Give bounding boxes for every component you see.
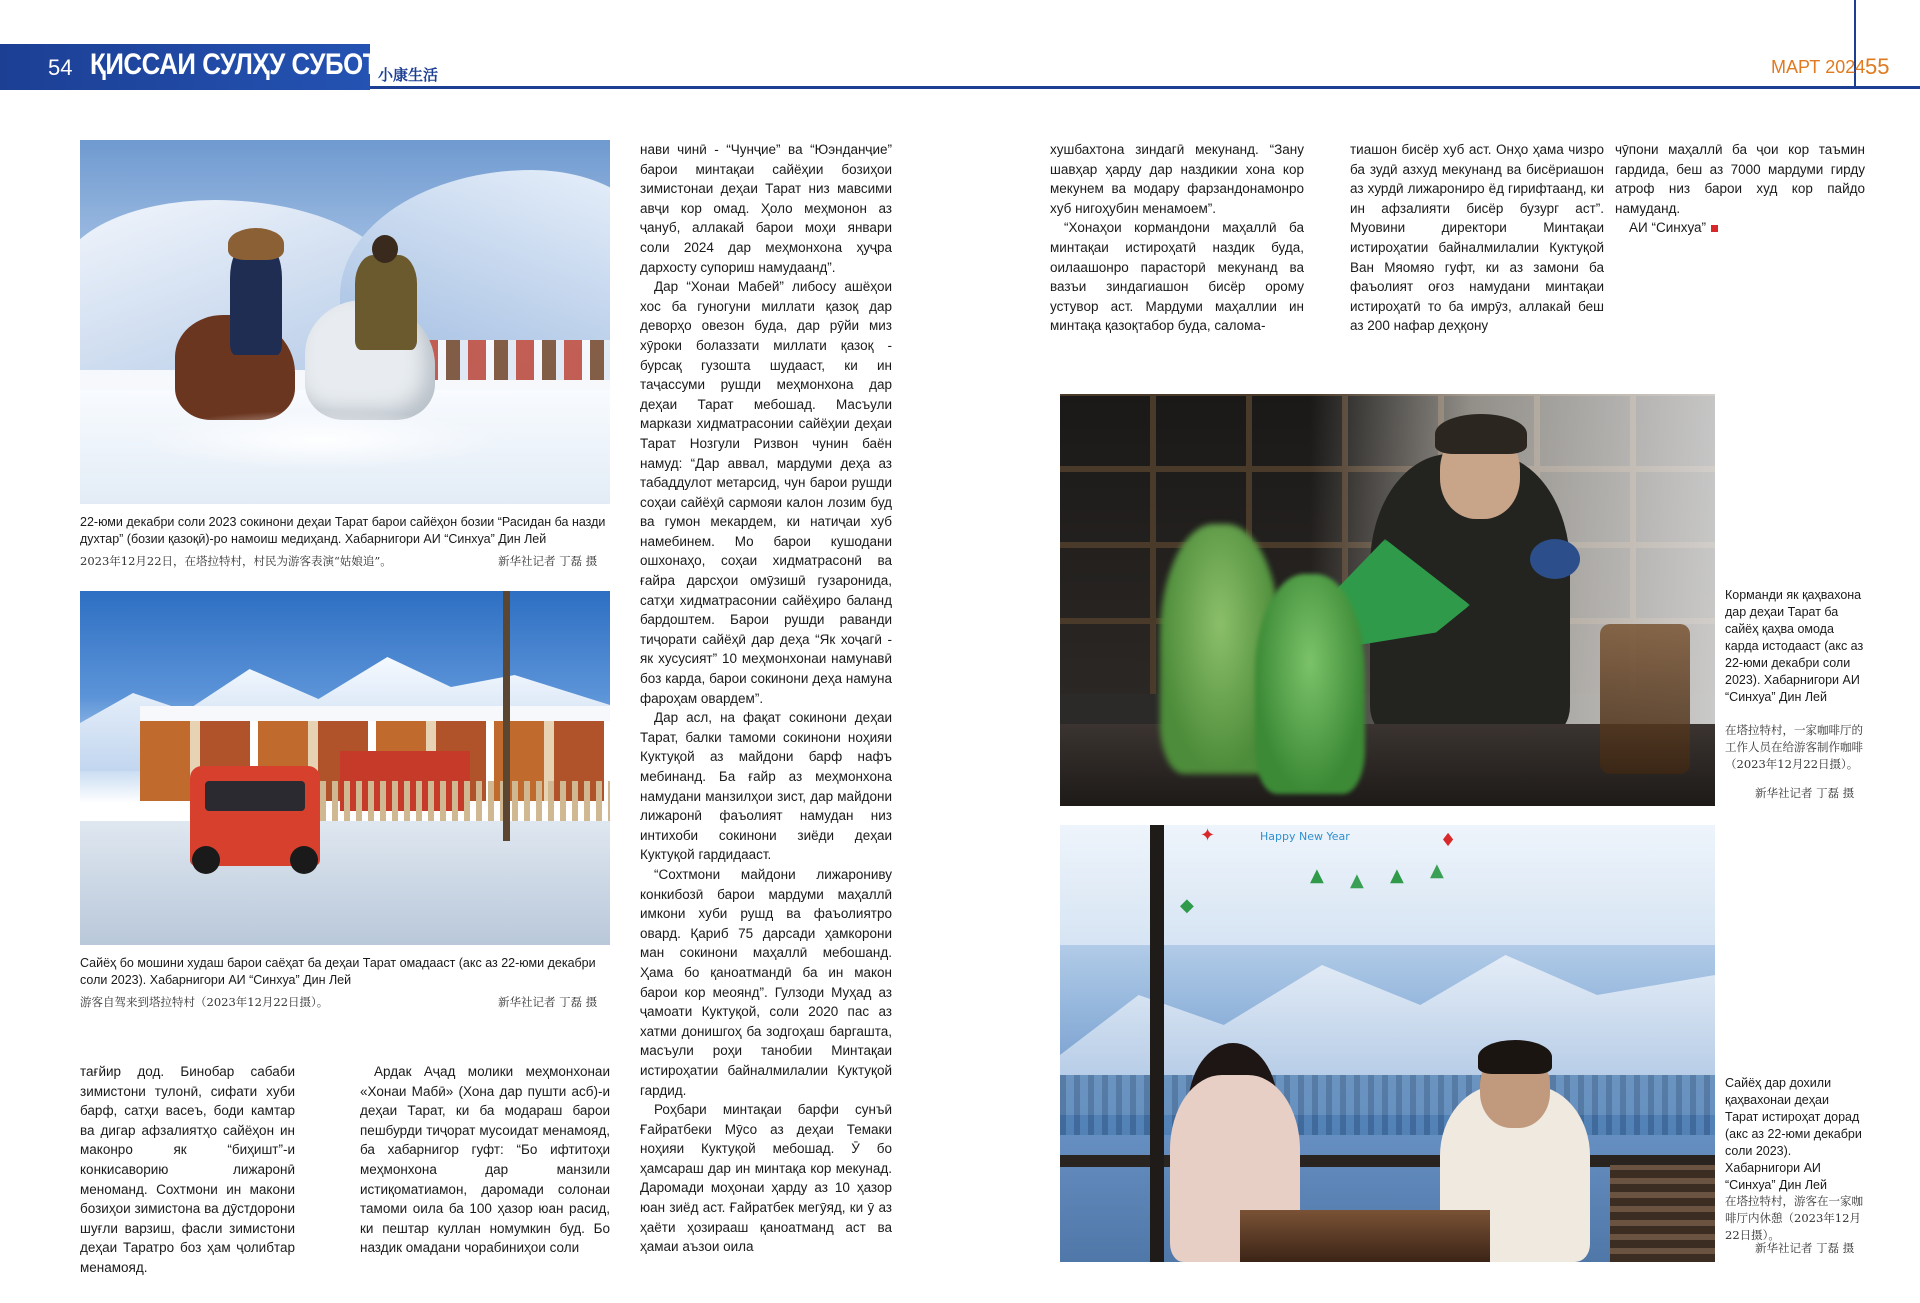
photo-horse-riders: [80, 140, 610, 504]
photo-fur-hat: [228, 228, 284, 260]
photo-rider-man: [230, 245, 282, 355]
paragraph: Ардак Аҷад молики меҳмонхонаи «Хонаи Мабӣ» (Хона дар пушти асб)-и деҳаи Тарат, ки ба модараш барои пешбурди тиҷорат мусоидат менамояд, ба хабарнигор гуфт: “Бо ифтитоҳи меҳмонхона дар манзили истиқоматиамон, даромади солонаи тамоми оила ба 100 ҳазор юан расид, ки пештар куллан номумкин буд. Бо наздик омадани чорабиниҳои соли: [360, 1064, 610, 1256]
photo-rider-woman: [355, 255, 417, 350]
tree-icon: ▲: [1430, 860, 1444, 881]
caption-photo1-cn: 2023年12月22日，在塔拉特村，村民为游客表演“姑娘追”。: [80, 554, 392, 568]
photo-figurine: [1255, 574, 1365, 794]
caption-photo1-credit: 新华社记者 丁磊 摄: [498, 554, 598, 568]
paragraph: тиашон бисёр хуб аст. Онҳо ҳама чизро ба зудӣ азхуд мекунанд ва бисёриашон аз хурдӣ лижарониро ёд гирифтаанд, ки ин афзалияти бисёр бузург аст”. Муовини директори Минтақаи истироҳатии байналмилалии Куктуқой Ван Мяомяо гуфт, ки аз замони ба фаъолият оғоз намудани минтақаи истироҳатӣ то ба имрӯз, аллакай беш аз 200 нафар деҳқону: [1350, 142, 1604, 334]
paragraph: Роҳбари минтақаи барфи сунъӣ Ғайратбеки Мӯсо аз деҳаи Темаки ноҳияи Куктуқой мебошад. Ӯ бо ҳамсараш дар ин минтақа кор мекунад. Даромади моҳонаи ҳарду аз 10 ҳазор юан зиёд аст. Ғайратбек мегӯяд, ки ӯ аз ҳаёти ҳозирааш қаноатманд аст ва ҳамаи аъзои оила: [640, 1102, 892, 1255]
text-column-5: [1350, 140, 1604, 336]
photo-rider-head: [372, 235, 398, 263]
paragraph: Дар асл, на фақат сокинони деҳаи Тарат, балки тамоми сокинони ноҳияи Куктуқой аз майдони барф нафъ мебинанд. Ба ғайр аз меҳмонхона намудани манзилҳои зист, дар майдони лижаронӣ фаъолият намудан низ интихоби сокинони зиёди деҳаи Куктуқой гардидааст.: [640, 710, 892, 863]
photo-road: [80, 821, 610, 945]
byline: АИ “Синхуа”: [1629, 220, 1707, 236]
photo-barista: [1060, 394, 1715, 806]
caption-photo1: 22-юми декабри соли 2023 сокинони деҳаи Тарат барои сайёҳон бозии “Расидан ба назди духтар” (бозии қазоқӣ)-ро намоиш медиҳанд. Хабарнигори АИ “Синхуа” Дин Лей: [80, 515, 606, 546]
photo-kettle: [1530, 539, 1580, 579]
bell-icon: ♦: [1440, 830, 1457, 851]
paragraph: Дар “Хонаи Мабей” либосу ашёҳои хос ба гуногуни миллати қазоқ дар деворҳо овезон буда, дар рӯйи миз хӯроки болаззати миллати қазоқ - бурсақ гузошта шудааст, ки ин таҷассуми рушди меҳмонхона дар деҳаи Тарат мебошад. Масъули маркази хидматрасонии сайёҳии деҳаи Тарат Нозгули Ризвон чунин баён намуд: “Дар аввал, мардуми деҳа аз табаддулот метарсид, чун барои рушди соҳаи сайёҳӣ сармояи калон лозим буд ва гумон мекардем, ки натиҷаи хуб намебинем. Мо барои кушодани ошхонаҳо, соҳаи хидматрасонӣ ва ғайра дарсҳои омӯзишӣ гузаронида, сатҳи хидматрасонии сайёҳиро баланд бардоштем. Барои рушди раванди тиҷорати сайёҳӣ дар деҳа “Як хоҷагӣ - як хусусият” 10 меҳмонхонаи намунавӣ боз карда, барои сокинони деҳа намуна фароҳам овардем”.: [640, 279, 892, 706]
caption-photo4-credit: 新华社记者 丁磊 摄: [1755, 1241, 1855, 1255]
photo-cafe-window: [1060, 825, 1715, 1262]
photo-table: [1240, 1210, 1490, 1262]
caption-photo2-credit: 新华社记者 丁磊 摄: [498, 995, 598, 1009]
page-number-right: 55: [1865, 54, 1890, 79]
signature: [1615, 218, 1865, 238]
tree-icon: ▲: [1390, 865, 1404, 886]
photo-barista-cap: [1435, 414, 1527, 454]
tree-icon: ▲: [1310, 865, 1324, 886]
photo-village: [420, 340, 610, 380]
photo-chair: [1610, 1165, 1715, 1262]
photo-wheel: [192, 846, 220, 874]
photo-wheel: [290, 846, 318, 874]
section-chinese-tag: 小康生活: [378, 66, 439, 84]
photo-man-hair: [1478, 1040, 1552, 1074]
ornament-icon: ✦: [1200, 825, 1216, 846]
photo-red-suv-village: [80, 591, 610, 945]
photo-suv-window: [205, 781, 305, 811]
caption-photo4-cn: 在塔拉特村，游客在一家咖啡厅内休憩（2023年12月22日摄）。: [1725, 1194, 1863, 1242]
text-column-6: [1615, 140, 1865, 238]
paragraph: “Сохтмони майдони лижарониву конкибозӣ барои мардуми маҳаллӣ имкони хуби рушд ва фаъолиятро овард. Қариб 75 дарсади ҳамкорони ман сокинони маҳаллӣ мебошанд. Ҳама бо қаноатмандӣ ба ин макон барои кор меоянд”. Гулзоди Муҳад аз ҷамоати Куктуқой, соли 2020 пас аз хатми донишгоҳ ба зодгоҳаш баргашта, масъули роҳи танобии Минтақаи истироҳатии байналмилалии Куктуқой гардид.: [640, 866, 892, 1098]
caption-photo2: Сайёҳ бо мошини худаш барои саёҳат ба деҳаи Тарат омадааст (акс аз 22-юми декабри соли 2023). Хабарнигори АИ “Синхуа” Дин Лей: [80, 956, 596, 987]
photo-window-frame: [1150, 825, 1164, 1262]
text-column-4: [1050, 140, 1304, 336]
caption-photo3-credit: 新华社记者 丁磊 摄: [1755, 786, 1855, 800]
paragraph: нави чинӣ - “Чунҷие” ва “Юэнданҷие” барои минтақаи сайёҳии бозиҳои зимистонаи деҳаи Тарат низ мавсими авҷи кор омад. Ҳоло меҳмонон аз ҷануб, аллакай барои моҳи январи соли 2024 дар меҳмонхона ҳуҷра дархосту супориш намудаанд”.: [640, 142, 892, 275]
end-mark-icon: [1711, 225, 1718, 232]
caption-photo3-cn: 在塔拉特村，一家咖啡厅的工作人员在给游客制作咖啡（2023年12月22日摄）。: [1725, 723, 1863, 771]
paragraph: “Хонаҳои кормандони маҳаллӣ ба минтақаи истироҳатӣ наздик буда, оилаашонро парасторӣ мекунанд ва вазъи зиндагиашон бисёр орому устувор аст. Мардуми маҳаллии ин минтақа қазоқтабор буда, салома-: [1050, 220, 1304, 334]
text-column-1: [80, 1062, 295, 1278]
window-decal-text: Happy New Year: [1260, 830, 1350, 843]
photo-coffee-jar: [1600, 624, 1690, 774]
text-column-2: [360, 1062, 610, 1258]
photo-fence: [320, 781, 610, 821]
caption-photo2-cn: 游客自驾来到塔拉特村（2023年12月22日摄）。: [80, 995, 329, 1009]
text-column-3: [640, 140, 892, 1257]
caption-photo3: Корманди як қаҳвахона дар деҳаи Тарат ба сайёҳ қаҳва омода карда истодааст (акс аз 22-юми декабри соли 2023). Хабарнигори АИ “Синхуа” Дин Лей: [1725, 588, 1864, 704]
photo-snow-spray: [140, 410, 500, 470]
caption-photo4: Сайёҳ дар дохили қаҳвахонаи деҳаи Тарат истироҳат дорад (акс аз 22-юми декабри соли 2023). Хабарнигори АИ “Синхуа” Дин Лей: [1725, 1076, 1862, 1192]
tree-icon: ◆: [1180, 895, 1194, 916]
page-number-left: 54: [48, 55, 73, 80]
tree-icon: ▲: [1350, 870, 1364, 891]
issue-date: МАРТ 2024: [1771, 57, 1866, 77]
paragraph: хушбахтона зиндагӣ мекунанд. “Зану шавҳар ҳарду дар наздикии хона кор мекунем ва модару фарзандонамонро хуб нигоҳубин менамоем”.: [1050, 142, 1304, 216]
photo-utility-pole: [503, 591, 510, 841]
paragraph: чӯпони маҳаллӣ ба ҷои кор таъмин гардида, беш аз 7000 мардуми гирду атроф низ барои худ кор пайдо намуданд.: [1615, 142, 1865, 216]
paragraph: тағйир дод. Бинобар сабаби зимистони тулонӣ, сифати хуби барф, сатҳи васеъ, боди камтар ва дигар афзалиятҳо сайёҳон ин маконро як “биҳишт”-и конкисаворию лижаронӣ меноманд. Сохтмони ин макони бозиҳои зимистона ва дӯстдорони шуғли варзиш, фасли зимистони деҳаи Таратро боз ҳам ҷолибтар менамояд.: [80, 1064, 295, 1275]
section-title: ҚИССАИ СУЛҲУ СУБОТ: [90, 48, 379, 81]
